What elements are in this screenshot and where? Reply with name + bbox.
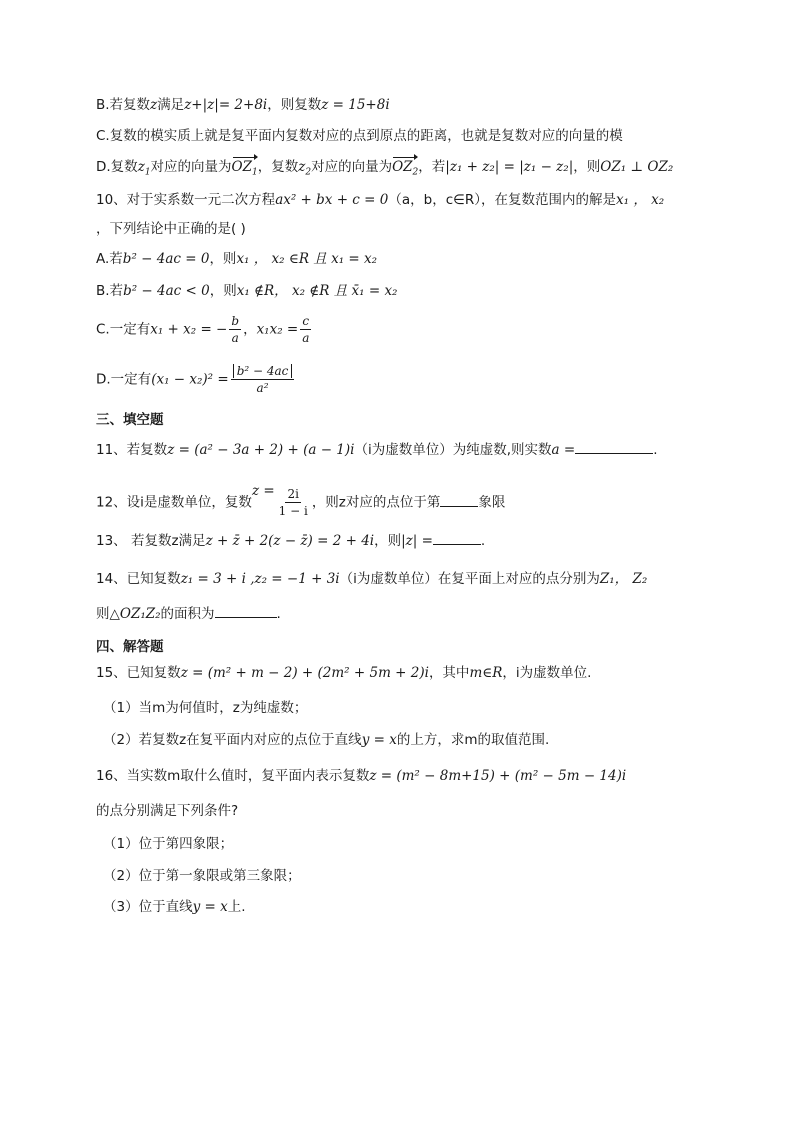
z2-symbol: $z_2$ xyxy=(298,159,312,178)
vector-oz2: $OZ_2$ xyxy=(392,159,419,178)
q10-option-b: B.若b² − 4ac < 0，则x₁ ∉R， x₂ ∉R 且 x̄₁ = x₂ xyxy=(96,283,398,299)
q11: 11、若复数z = (a² − 3a + 2) + (a − 1)i（i为虚数单位）为纯虚数,则实数a = . xyxy=(96,439,657,460)
q9-option-b: B.若复数z满足z+|z|= 2+8i，则复数z = 15+8i xyxy=(96,97,390,113)
q10-option-d: D.一定有(x₁ − x₂)² = $\frac{\text{b² − 4ac}}{\text{a²}}$ xyxy=(96,364,296,395)
q10-option-c: C.一定有x₁ + x₂ = − $\frac{b}{a}$ ，x₁x₂ = $\frac{c}{a}$ xyxy=(96,314,310,345)
q9-option-d: D.复数$z_1$对应的向量为$OZ_1$，复数$z_2$对应的向量为$OZ_2$，若|z₁ + z₂| = |z₁ − z₂|，则OZ₁ ⊥ OZ₂ xyxy=(96,159,674,178)
q10-stem-cont: ，下列结论中正确的是( ) xyxy=(96,221,246,237)
q16: 16、当实数m取什么值时，复平面内表示复数z = (m² − 8m+15) + (m² − 5m − 14)i xyxy=(96,768,627,784)
z1-symbol: $z_1$ xyxy=(137,159,151,178)
fraction-c-over-a: $\frac{c}{a}$ xyxy=(302,314,310,345)
answer-blank[interactable] xyxy=(433,530,481,545)
q10-option-a: A.若b² − 4ac = 0，则x₁ ， x₂ ∈R 且 x₁ = x₂ xyxy=(96,251,378,267)
section-fill-in-heading: 三、填空题 xyxy=(96,412,164,428)
q14-cont: 则△OZ₁Z₂的面积为 . xyxy=(96,603,281,624)
section-answer-heading: 四、解答题 xyxy=(96,639,164,655)
vector-oz1: $OZ_1$ xyxy=(231,159,258,178)
q14: 14、已知复数z₁ = 3 + i ,z₂ = −1 + 3i（i为虚数单位）在复平面上对应的点分别为Z₁， Z₂ xyxy=(96,571,648,587)
q16-part3: （3）位于直线y = x上. xyxy=(103,899,246,915)
q12: 12、设i是虚数单位，复数z = $\frac{2i}{1 - i}$ ，则z对应的点位于第 象限 xyxy=(96,482,506,518)
q15-part1: （1）当m为何值时，z为纯虚数； xyxy=(103,700,308,716)
q16-cont: 的点分别满足下列条件? xyxy=(96,803,239,819)
q16-part2: （2）位于第一象限或第三象限； xyxy=(103,868,301,884)
answer-blank[interactable] xyxy=(575,439,653,454)
fraction-b-over-a: $\frac{b}{a}$ xyxy=(231,314,240,345)
q15: 15、已知复数z = (m² + m − 2) + (2m² + 5m + 2)i，其中m∈R，i为虚数单位. xyxy=(96,665,592,681)
q10-stem: 10、对于实系数一元二次方程ax² + bx + c = 0（a，b，c∈R），在复数范围内的解是x₁ ， x₂ xyxy=(96,192,665,208)
q9-option-c: C.复数的模实质上就是复平面内复数对应的点到原点的距离，也就是复数对应的向量的模 xyxy=(96,128,623,144)
answer-blank[interactable] xyxy=(215,603,277,618)
q15-part2: （2）若复数z在复平面内对应的点位于直线y = x的上方，求m的取值范围. xyxy=(103,732,550,748)
fraction-discriminant: $\frac{\text{b² − 4ac}}{\text{a²}}$ xyxy=(231,364,295,395)
answer-blank[interactable] xyxy=(440,492,478,507)
fraction-2i-over-1-minus-i: $\frac{2i}{1 - i}$ xyxy=(278,487,308,518)
q16-part1: （1）位于第四象限； xyxy=(103,836,234,852)
q13: 13、 若复数z满足z + z̄ + 2(z − z̄) = 2 + 4i，则|z| = . xyxy=(96,530,485,551)
